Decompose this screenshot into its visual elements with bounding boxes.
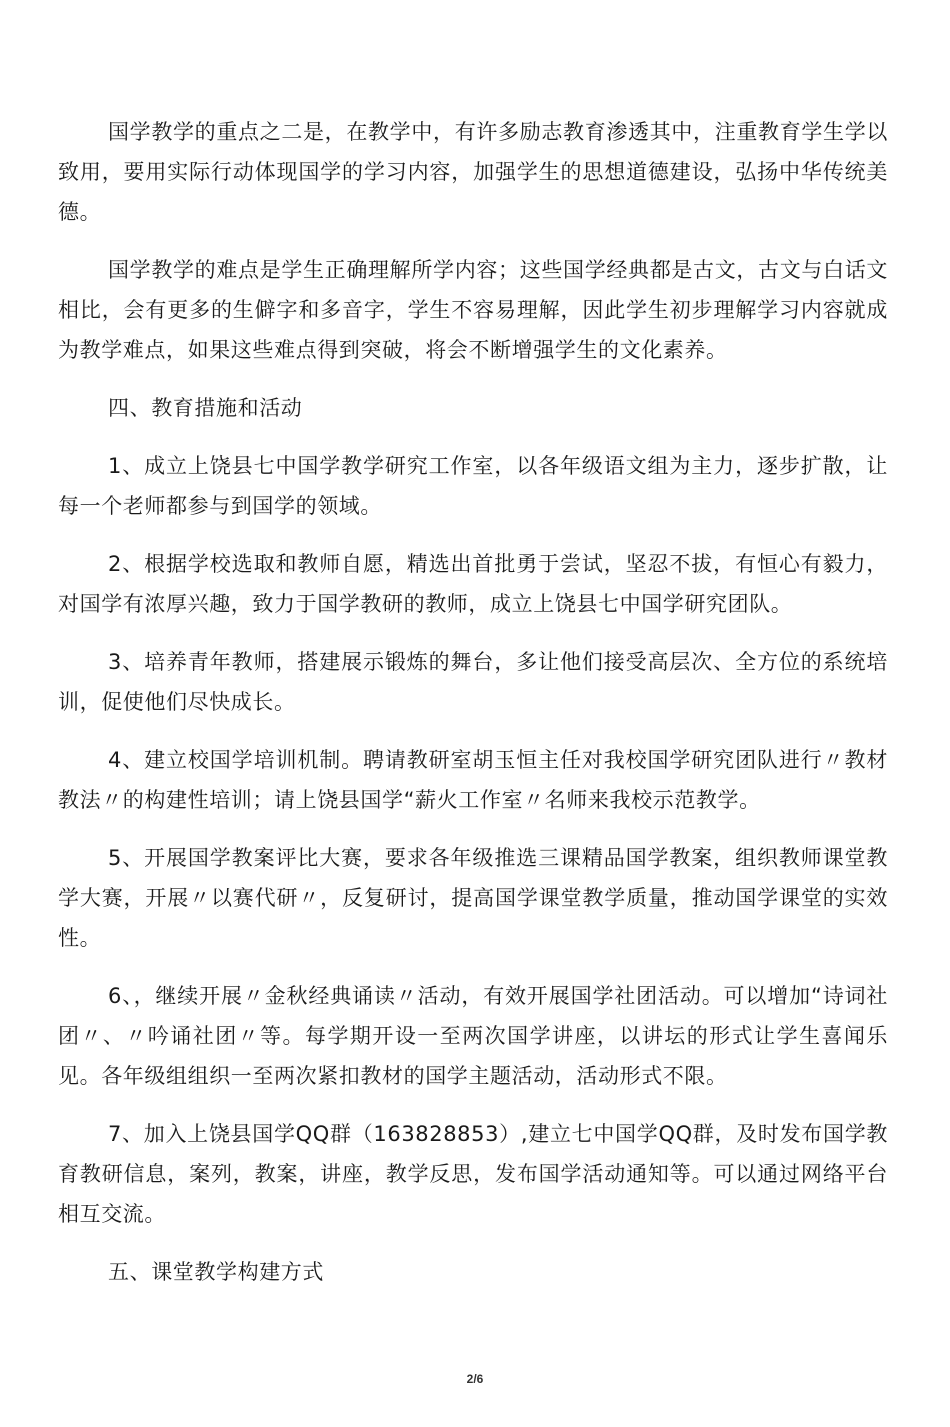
section-heading-classroom: 五、课堂教学构建方式 [108,1260,324,1284]
document-body [58,112,888,1292]
list-item-6: 6、，继续开展〃金秋经典诵读〃活动，有效开展国学社团活动。可以增加“诗词社团〃、〃吟诵社团〃等。每学期开设一至两次国学讲座，以讲坛的形式让学生喜闻乐见。各年级组组织一至两次紧扣教材的国学主题活动，活动形式不限。 [58,984,888,1088]
list-item-1: 1、成立上饶县七中国学教学研究工作室，以各年级语文组为主力，逐步扩散，让每一个老师都参与到国学的领域。 [58,454,888,518]
paragraph-difficulties: 国学教学的难点是学生正确理解所学内容；这些国学经典都是古文，古文与白话文相比，会有更多的生僻字和多音字，学生不容易理解，因此学生初步理解学习内容就成为教学难点，如果这些难点得到突破，将会不断增强学生的文化素养。 [58,258,888,362]
list-item-4: 4、建立校国学培训机制。聘请教研室胡玉恒主任对我校国学研究团队进行〃教材教法〃的构建性培训；请上饶县国学“薪火工作室〃名师来我校示范教学。 [58,748,888,812]
list-item-7: 7、加入上饶县国学QQ群（163828853）,建立七中国学QQ群，及时发布国学教育教研信息，案列，教案，讲座，教学反思，发布国学活动通知等。可以通过网络平台相互交流。 [58,1122,888,1226]
list-item-2: 2、根据学校选取和教师自愿，精选出首批勇于尝试，坚忍不拔，有恒心有毅力，对国学有浓厚兴趣，致力于国学教研的教师，成立上饶县七中国学研究团队。 [58,552,888,616]
section-heading-measures: 四、教育措施和活动 [108,396,303,420]
page-number: 2/6 [466,1372,484,1386]
paragraph-key-points: 国学教学的重点之二是，在教学中，有许多励志教育渗透其中，注重教育学生学以致用，要用实际行动体现国学的学习内容，加强学生的思想道德建设，弘扬中华传统美德。 [58,120,888,224]
list-item-5: 5、开展国学教案评比大赛，要求各年级推选三课精品国学教案，组织教师课堂教学大赛，开展〃以赛代研〃，反复研讨，提高国学课堂教学质量，推动国学课堂的实效性。 [58,846,888,950]
list-item-3: 3、培养青年教师，搭建展示锻炼的舞台，多让他们接受高层次、全方位的系统培训，促使他们尽快成长。 [58,650,888,714]
